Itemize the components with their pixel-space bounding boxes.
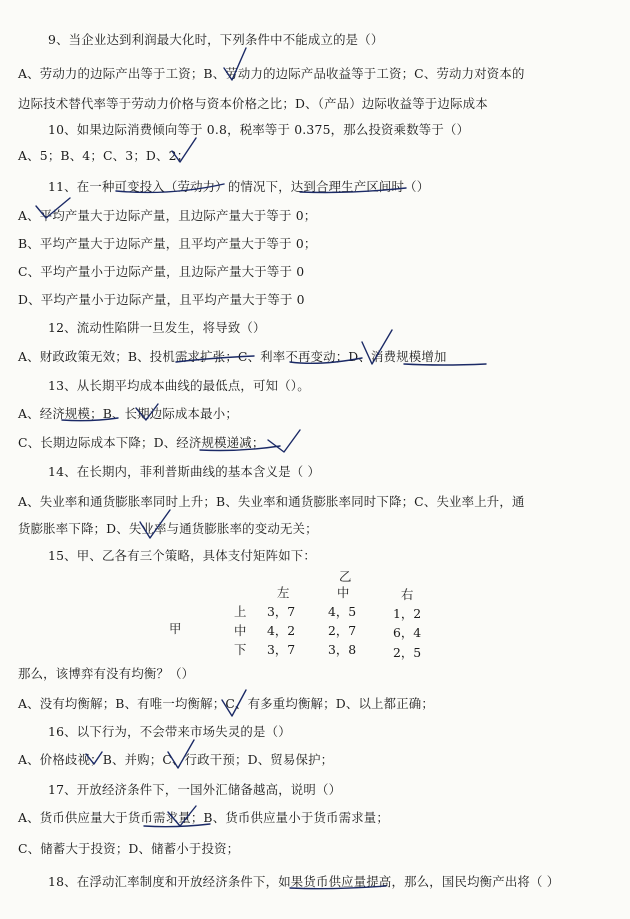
matrix-cell: 1，2: [393, 606, 422, 621]
matrix-cell: 3，7: [267, 604, 296, 619]
q13-options-line1: A、经济规模；B、长期边际成本最小；: [18, 406, 238, 421]
matrix-cell: 4，2: [267, 623, 296, 638]
q14-options-line2: 货膨胀率下降；D、失业率与通货膨胀率的变动无关；: [18, 521, 318, 536]
q17-options-line2: C、储蓄大于投资；D、储蓄小于投资；: [18, 841, 240, 856]
matrix-cell: 3，8: [328, 642, 357, 657]
matrix-row-player: 甲: [169, 621, 182, 636]
q11-option-c: C、平均产量小于边际产量，且边际产量大于等于 0: [18, 264, 305, 279]
matrix-cell: 2，7: [328, 623, 357, 638]
matrix-col-header: 中: [337, 585, 350, 600]
q14-stem: 14、在长期内，菲利普斯曲线的基本含义是（ ）: [48, 464, 321, 479]
matrix-row-label: 上: [234, 604, 247, 619]
q9-options-line1: A、劳动力的边际产出等于工资；B、劳动力的边际产品收益等于工资；C、劳动力对资本的: [18, 66, 525, 81]
matrix-col-player: 乙: [339, 569, 352, 584]
matrix-cell: 6，4: [393, 625, 422, 640]
q10-stem: 10、如果边际消费倾向等于 0.8，税率等于 0.375，那么投资乘数等于（）: [48, 122, 470, 137]
matrix-col-header: 左: [277, 585, 290, 600]
q14-options-line1: A、失业率和通货膨胀率同时上升；B、失业率和通货膨胀率同时下降；C、失业率上升，通: [18, 494, 525, 509]
q15-stem: 15、甲、乙各有三个策略，具体支付矩阵如下：: [48, 548, 316, 563]
q10-options: A、5；B、4；C、3；D、2；: [18, 148, 190, 163]
q16-options: A、价格歧视；B、并购；C、行政干预；D、贸易保护；: [18, 752, 334, 767]
matrix-row-label: 下: [234, 642, 247, 657]
q11-option-a: A、平均产量大于边际产量，且边际产量大于等于 0；: [18, 208, 317, 223]
matrix-col-header: 右: [401, 587, 414, 602]
q17-stem: 17、开放经济条件下，一国外汇储备越高，说明（）: [48, 782, 342, 797]
q11-option-b: B、平均产量大于边际产量，且平均产量大于等于 0；: [18, 236, 317, 251]
q12-stem: 12、流动性陷阱一旦发生，将导致（）: [48, 320, 266, 335]
q15-options: A、没有均衡解；B、有唯一均衡解；C、有多重均衡解；D、以上都正确；: [18, 696, 434, 711]
q17-options-line1: A、货币供应量大于货币需求量；B、货币供应量小于货币需求量；: [18, 810, 389, 825]
q18-stem: 18、在浮动汇率制度和开放经济条件下，如果货币供应量提高，那么，国民均衡产出将（ ）: [48, 874, 560, 889]
matrix-row-label: 中: [234, 623, 247, 638]
q16-stem: 16、以下行为，不会带来市场失灵的是（）: [48, 724, 291, 739]
q9-stem: 9、当企业达到利润最大化时，下列条件中不能成立的是（）: [48, 32, 384, 47]
q12-options: A、财政政策无效；B、投机需求扩张；C、利率不再变动；D、消费规模增加: [18, 349, 447, 364]
q15-question: 那么，该博弈有没有均衡？（）: [18, 666, 195, 681]
matrix-cell: 2，5: [393, 645, 422, 660]
matrix-cell: 3，7: [267, 642, 296, 657]
q11-option-d: D、平均产量小于边际产量，且平均产量大于等于 0: [18, 292, 305, 307]
matrix-cell: 4，5: [328, 604, 357, 619]
q13-options-line2: C、长期边际成本下降；D、经济规模递减；: [18, 435, 265, 450]
q9-options-line2: 边际技术替代率等于劳动力价格与资本价格之比；D、（产品）边际收益等于边际成本: [18, 96, 488, 111]
q13-stem: 13、从长期平均成本曲线的最低点，可知（）。: [48, 378, 310, 393]
q11-stem: 11、在一种可变投入（劳动力）的情况下，达到合理生产区间时（）: [48, 179, 430, 194]
